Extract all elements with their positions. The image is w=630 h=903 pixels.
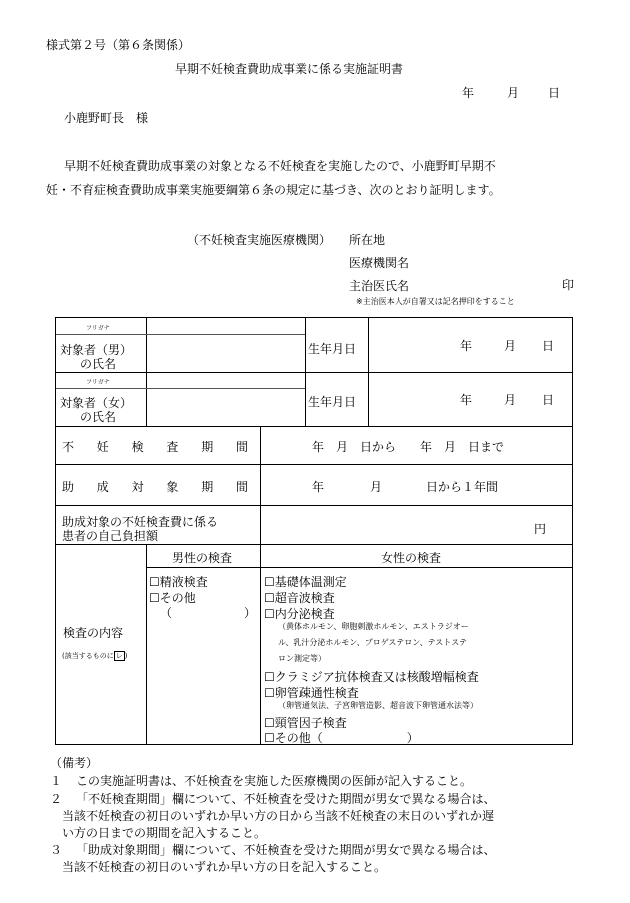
- subsidy-period-label: 助 成 対 象 期 間: [62, 480, 248, 494]
- male-birth-month: 月: [504, 339, 517, 353]
- institution-group-label: （不妊検査実施医療機関）: [187, 233, 332, 247]
- checkbox-tubal-patency[interactable]: ☐ 卵管疎通性検査: [264, 684, 359, 701]
- check-mark-icon: レ: [115, 652, 123, 660]
- cost-unit: 円: [534, 522, 547, 536]
- endocrine-note-2: ル、乳汁分泌ホルモン、プロゲステロン、テストステ: [278, 638, 468, 647]
- form-number: 様式第２号（第６条関係）: [46, 38, 191, 52]
- male-birthdate-label: 生年月日: [308, 342, 357, 356]
- institution-name-label: 医療機関名: [349, 256, 410, 270]
- exam-contents-note: (該当するものに レ ): [62, 652, 128, 660]
- checkbox-female-other[interactable]: ☐ その他（ ）: [264, 729, 419, 746]
- tubal-patency-note: （卵管通気法、子宮卵管造影、超音波下卵管通水法等）: [278, 701, 478, 710]
- endocrine-note-1: （黄体ホルモン、卵胞刺激ホルモン、エストラジオー: [278, 622, 469, 631]
- addressee: 小鹿野町長 様: [64, 111, 149, 125]
- checkbox-ultrasound[interactable]: ☐ 超音波検査: [264, 589, 335, 606]
- furigana-label-male: フリガナ: [86, 325, 110, 332]
- female-subject-label: 対象者（女）: [60, 396, 133, 410]
- checkbox-chlamydia[interactable]: ☐ クラミジア抗体検査又は核酸増幅検査: [264, 668, 479, 685]
- checkbox-basal-temp[interactable]: ☐ 基礎体温測定: [264, 573, 347, 590]
- intro-line-1: 早期不妊検査費助成事業の対象となる不妊検査を実施したので、小鹿野町早期不: [64, 159, 496, 173]
- remark-number-1: １: [50, 774, 63, 788]
- intro-line-2: 妊・不育症検査費助成事業実施要綱第６条の規定に基づき、次のとおり証明します。: [46, 183, 501, 197]
- female-birth-day: 日: [542, 393, 555, 407]
- female-subject-label-2: の氏名: [80, 410, 117, 424]
- exam-contents-label: 検査の内容: [63, 626, 124, 640]
- checkbox-endocrine[interactable]: ☐ 内分泌検査: [264, 605, 335, 622]
- remark-2-line-2: 当該不妊検査の初日のいずれか早い方の日から当該不妊検査の末日のいずれか遅: [62, 809, 495, 823]
- male-birth-day: 日: [542, 339, 555, 353]
- remark-1: この実施証明書は、不妊検査を実施した医療機関の医師が記入すること。: [76, 774, 473, 788]
- endocrine-note-3: ロン測定等）: [278, 654, 326, 663]
- female-birth-year: 年: [460, 393, 473, 407]
- document-title: 早期不妊検査費助成事業に係る実施証明書: [175, 62, 404, 76]
- remarks-title: （備考）: [50, 756, 99, 770]
- female-exam-header: 女性の検査: [381, 551, 442, 565]
- doctor-name-label: 主治医氏名: [349, 279, 410, 293]
- cost-label-2: 患者の自己負担額: [62, 529, 159, 543]
- remark-3-line-1: 「助成対象期間」欄について、不妊検査を受けた期間が男女で異なる場合は、: [76, 843, 496, 857]
- remark-3-line-2: 当該不妊検査の初日のいずれか早い方の日を記入すること。: [62, 860, 387, 874]
- male-other-paren: （ ）: [160, 606, 257, 620]
- remark-2-line-3: い方の日までの期間を記入すること。: [62, 826, 267, 840]
- male-subject-label-2: の氏名: [80, 357, 117, 371]
- remark-2-line-1: 「不妊検査期間」欄について、不妊検査を受けた期間が男女で異なる場合は、: [76, 792, 496, 806]
- date-year-label: 年: [462, 86, 475, 100]
- date-month-label: 月: [507, 86, 520, 100]
- checkbox-semen-exam[interactable]: ☐ 精液検査: [149, 573, 208, 590]
- female-birth-month: 月: [504, 393, 517, 407]
- subsidy-rest: 日から１年間: [426, 480, 499, 494]
- male-subject-label: 対象者（男）: [60, 343, 133, 357]
- cost-label: 助成対象の不妊検査費に係る: [62, 515, 219, 529]
- remark-number-3: ３: [50, 843, 63, 857]
- exam-period-value: 年 月 日から 年 月 日まで: [312, 440, 505, 454]
- checkbox-male-other[interactable]: ☐ その他: [149, 589, 196, 606]
- seal-note: ※主治医本人が自署又は記名押印をすること: [356, 297, 515, 306]
- male-birth-year: 年: [460, 339, 473, 353]
- furigana-label-female: フリガナ: [86, 379, 110, 386]
- subsidy-year: 年: [312, 480, 325, 494]
- checkbox-cervical-factor[interactable]: ☐ 頸管因子検査: [264, 714, 347, 731]
- exam-period-label: 不 妊 検 査 期 間: [62, 440, 248, 454]
- address-label: 所在地: [349, 233, 386, 247]
- remark-number-2: ２: [50, 792, 63, 806]
- seal-mark: 印: [562, 278, 575, 292]
- certificate-table: [55, 317, 573, 745]
- female-birthdate-label: 生年月日: [308, 395, 357, 409]
- male-exam-header: 男性の検査: [172, 551, 233, 565]
- date-day-label: 日: [548, 86, 561, 100]
- subsidy-month: 月: [370, 480, 383, 494]
